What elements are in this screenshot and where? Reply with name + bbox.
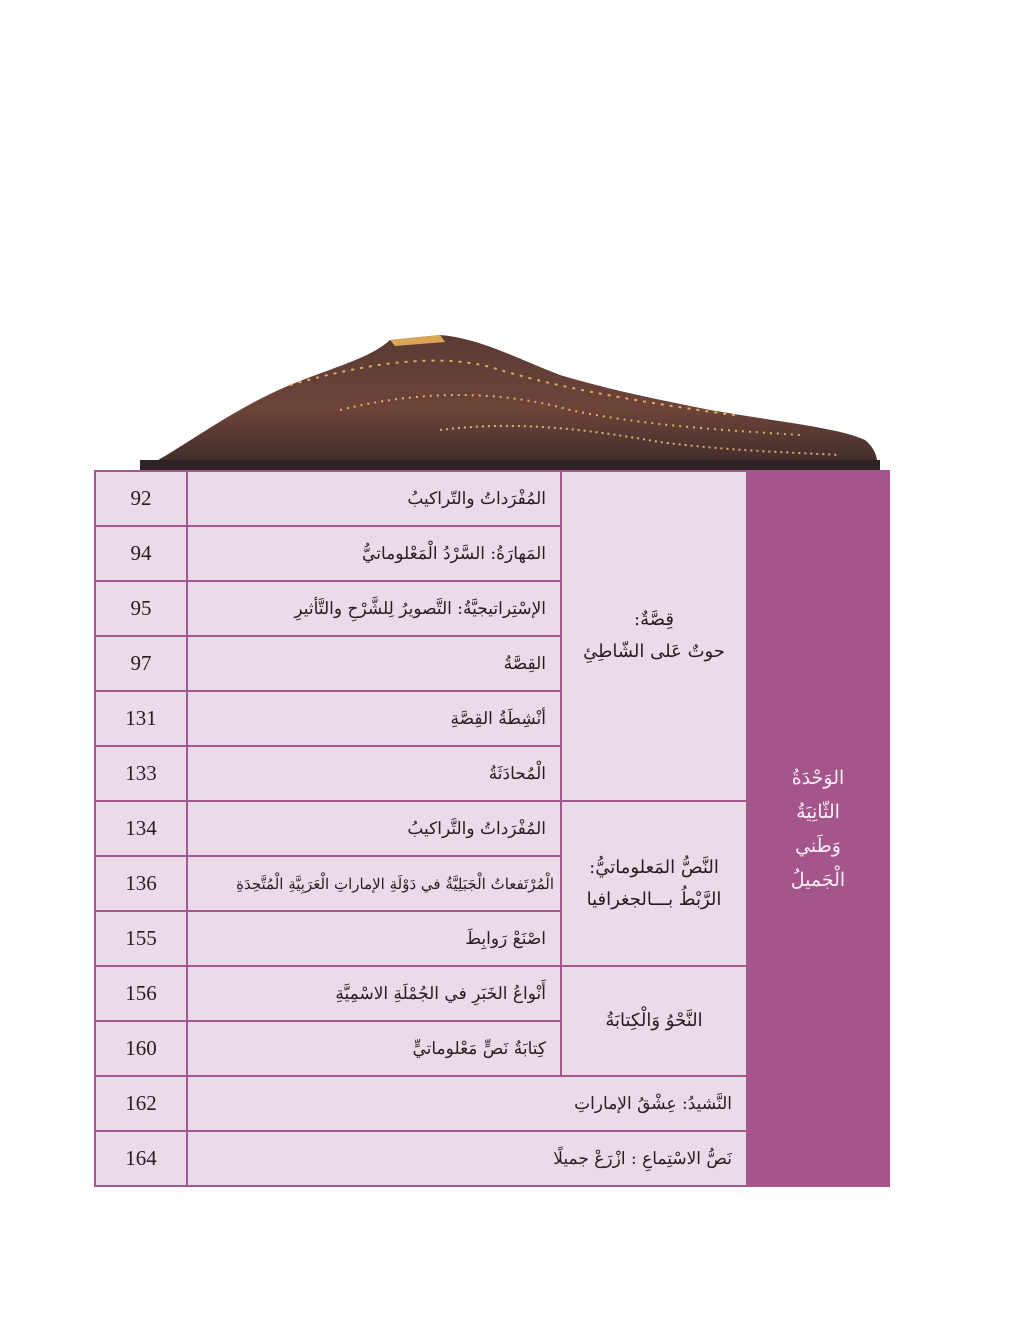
lesson-title-anthem[interactable]: النَّشيدُ: عِشْقُ الإماراتِ <box>187 1076 747 1131</box>
lesson-title[interactable]: القِصَّةُ <box>187 636 561 691</box>
lesson-title[interactable]: المُفْرَداتُ والتَّراكيبُ <box>187 801 561 856</box>
page-number: 133 <box>95 746 187 801</box>
section-title-informational <box>561 801 747 966</box>
page-number: 164 <box>95 1131 187 1186</box>
lesson-title-listening[interactable]: نَصُّ الاسْتِماعِ : ازْرَعْ جميلًا <box>187 1131 747 1186</box>
lesson-title[interactable]: الإسْتِراتيجيَّةُ: التَّصويرُ لِلشَّرْحِ والتَّأثيرِ <box>187 581 561 636</box>
page-number: 97 <box>95 636 187 691</box>
page-number: 155 <box>95 911 187 966</box>
page-number: 131 <box>95 691 187 746</box>
section-title-line: النَّصُّ المَعلوماتيُّ: <box>589 856 719 878</box>
page-number: 134 <box>95 801 187 856</box>
mountain-photo <box>140 330 880 470</box>
lesson-title[interactable]: المَهارَةُ: السَّرْدُ الْمَعْلوماتيُّ <box>187 526 561 581</box>
unit-title <box>747 471 889 1186</box>
page-number: 95 <box>95 581 187 636</box>
section-title-line: قِصَّةٌ: <box>634 609 674 630</box>
table-row <box>95 471 889 526</box>
page-number: 92 <box>95 471 187 526</box>
page-number: 160 <box>95 1021 187 1076</box>
table-of-contents <box>94 470 890 1187</box>
unit-title-line: الثّانِيَةُ <box>796 800 840 823</box>
section-title-grammar <box>561 966 747 1076</box>
section-title-story <box>561 471 747 801</box>
page-number: 136 <box>95 856 187 911</box>
lesson-title[interactable]: المُفْرَداتُ والتّراكيبُ <box>187 471 561 526</box>
lesson-title[interactable]: أَنْواعُ الخَبَرِ في الجُمْلَةِ الاسْمِيَّةِ <box>187 966 561 1021</box>
page-number: 156 <box>95 966 187 1021</box>
unit-title-line: الوَحْدَةُ <box>791 766 845 789</box>
section-title-line: الرَّبْطُ بـــالجغرافيا <box>586 888 722 910</box>
section-title-line: النَّحْوُ وَالْكِتابَةُ <box>605 1010 703 1031</box>
page-number: 162 <box>95 1076 187 1131</box>
page-number: 94 <box>95 526 187 581</box>
unit-title-line: وَطَني <box>795 834 841 857</box>
lesson-title[interactable]: اصْنَعْ رَوابِطَ <box>187 911 561 966</box>
unit-title-line: الْجَميلُ <box>790 868 846 891</box>
lesson-title[interactable]: الْمُحادَثَةُ <box>187 746 561 801</box>
lesson-title[interactable]: كِتابَةُ نَصٍّ مَعْلوماتيٍّ <box>187 1021 561 1076</box>
lesson-title[interactable]: أنْشِطَةُ القِصَّةِ <box>187 691 561 746</box>
section-title-line: حوتٌ عَلى الشّاطِئِ <box>583 641 725 662</box>
lesson-title[interactable]: الْمُرْتَفعاتُ الْجَبَلِيَّةُ في دَوْلَةِ الإماراتِ الْعَرَبِيَّةِ الْمُتَّحِدَةِ <box>187 856 561 911</box>
